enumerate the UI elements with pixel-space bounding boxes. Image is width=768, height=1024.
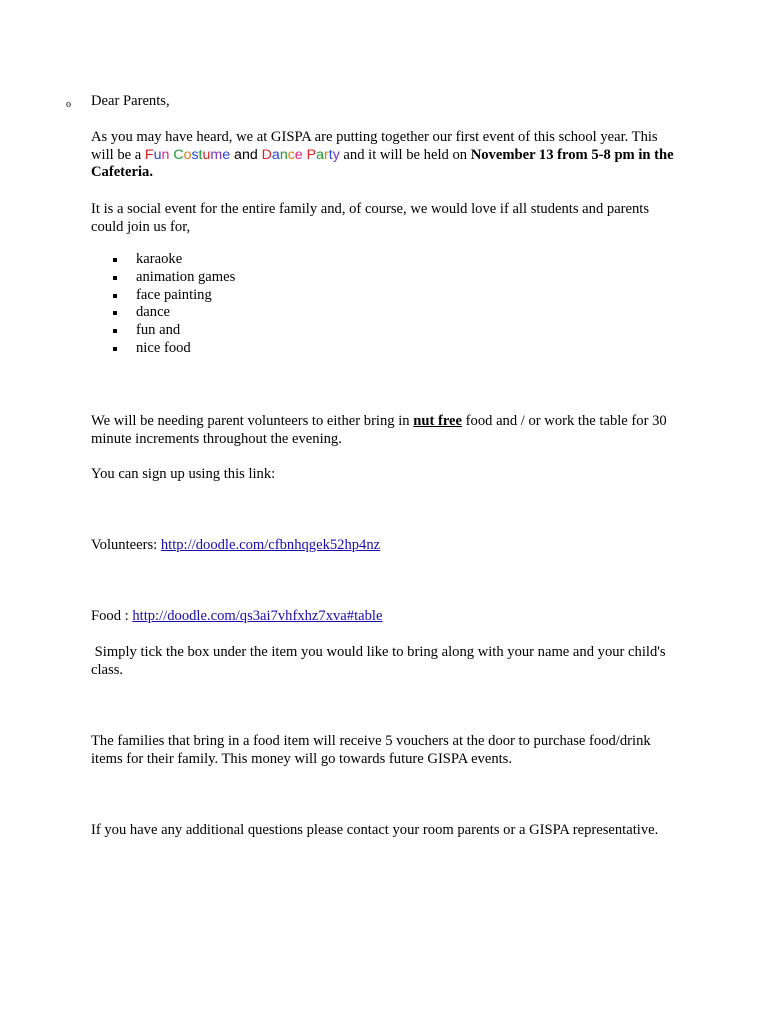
list-item (112, 287, 235, 305)
party-title-letter: C (173, 146, 184, 163)
square-bullet-icon (113, 329, 117, 333)
list-item (112, 340, 235, 358)
intro-paragraph (91, 129, 681, 182)
event-date-location: November 13 from 5-8 pm in the Cafeteria. (91, 146, 674, 181)
social-paragraph: It is a social event for the entire family and, of course, we would love if all students and parents could join us for, (91, 201, 650, 235)
volunteers-doodle-link[interactable]: http://doodle.com/cfbnhqgek52hp4nz (160, 537, 381, 553)
list-item (112, 304, 235, 322)
party-title-letter: o (183, 146, 192, 163)
list-item (112, 322, 235, 340)
party-title-letter: c (287, 146, 295, 163)
party-title-letter: t (328, 146, 333, 163)
party-title-letter: n (279, 146, 288, 163)
activity-label: karaoke (136, 251, 183, 267)
intro-middle: and it will be held on (339, 146, 471, 163)
square-bullet-icon (113, 347, 117, 351)
party-title-letter: and (230, 146, 262, 163)
signup-text: You can sign up using this link: (91, 466, 276, 482)
tick-instructions: Simply tick the box under the item you would like to bring along with your name and your child's class. (91, 644, 670, 678)
nut-free-emphasis: nut free (413, 413, 463, 429)
volunteers-paragraph (91, 413, 681, 448)
square-bullet-icon (113, 276, 117, 280)
party-title-letter: y (332, 146, 340, 163)
party-title-letter: e (222, 146, 231, 163)
vouchers-paragraph: The families that bring in a food item will receive 5 vouchers at the door to purchase food/drink items for their family. This money will go towards future GISPA events. (91, 733, 651, 767)
list-item (112, 251, 235, 269)
party-title-letter: n (161, 146, 170, 163)
party-title (145, 147, 340, 163)
party-title-letter: e (294, 146, 303, 163)
square-bullet-icon (113, 258, 117, 262)
party-title-letter: D (261, 146, 272, 163)
party-title-letter: a (316, 146, 324, 163)
activities-list (112, 251, 235, 358)
party-title-letter: s (191, 146, 199, 163)
party-title-letter: r (324, 146, 329, 163)
square-bullet-icon (113, 294, 117, 298)
bullet-icon: o (66, 99, 71, 110)
activity-label: dance (136, 304, 171, 321)
greeting: Dear Parents, (91, 93, 170, 109)
closing-paragraph: If you have any additional questions please contact your room parents or a GISPA representative. (91, 822, 659, 838)
activity-label: animation games (136, 268, 236, 285)
food-link-label: Food : (91, 608, 133, 624)
intro-lead: As you may have heard, we at GISPA are putting together our first event of this school year. This will be a (91, 129, 658, 163)
activity-label: face painting (136, 286, 212, 303)
food-doodle-link[interactable]: http://doodle.com/qs3ai7vhfxhz7xva#table (132, 608, 383, 624)
party-title-letter: F (144, 146, 154, 163)
list-item (112, 269, 235, 287)
party-title-letter: m (210, 146, 223, 163)
party-title-letter: a (271, 146, 280, 163)
party-title-letter: t (198, 146, 203, 163)
volunteers-link-line (91, 537, 681, 555)
food-link-line (91, 608, 681, 626)
activity-label: fun and (136, 322, 181, 339)
party-title-letter: u (202, 146, 211, 163)
square-bullet-icon (113, 311, 117, 315)
volunteers-before: We will be needing parent volunteers to either bring in (91, 413, 414, 429)
volunteers-link-label: Volunteers: (91, 537, 161, 553)
party-title-letter: P (306, 146, 317, 163)
volunteers-after: food and / or work the table for 30 minute increments throughout the evening. (91, 413, 667, 447)
party-title-letter: u (153, 146, 162, 163)
activity-label: nice food (136, 339, 191, 356)
